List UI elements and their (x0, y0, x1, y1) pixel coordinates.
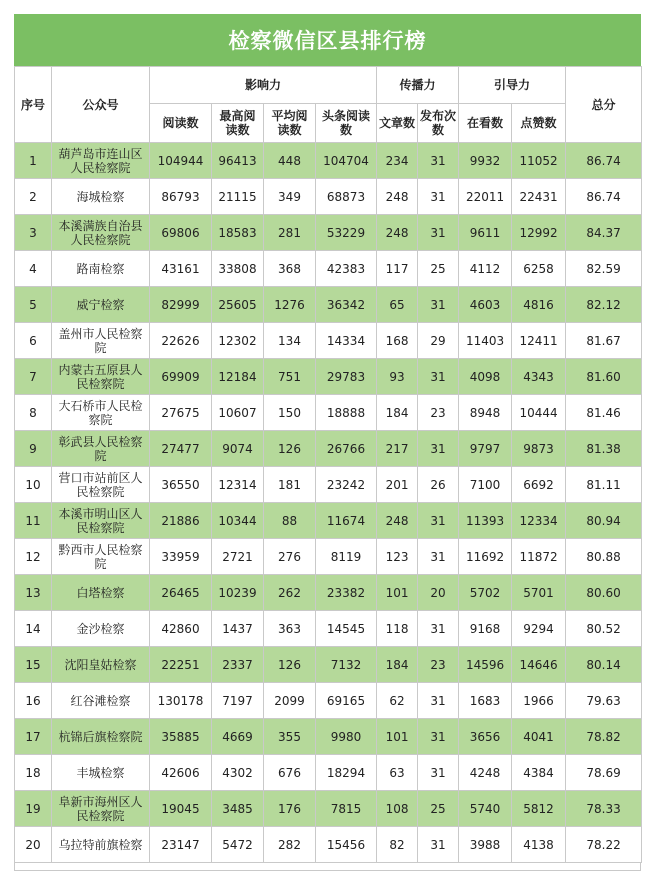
header-publishes: 发布次数 (418, 104, 459, 143)
header-likes: 点赞数 (512, 104, 566, 143)
cell-account-name: 路南检察 (52, 251, 150, 287)
table-row (15, 575, 642, 611)
cell-max-reads: 5472 (212, 827, 264, 863)
cell-viewing: 5702 (459, 575, 512, 611)
cell-headline-reads: 23382 (316, 575, 377, 611)
cell-publishes: 26 (418, 467, 459, 503)
cell-reads: 27675 (150, 395, 212, 431)
table-row (15, 683, 642, 719)
table-row (15, 359, 642, 395)
cell-likes: 12411 (512, 323, 566, 359)
cell-max-reads: 2337 (212, 647, 264, 683)
cell-max-reads: 2721 (212, 539, 264, 575)
cell-total-score: 78.33 (566, 791, 642, 827)
cell-headline-reads: 7132 (316, 647, 377, 683)
cell-avg-reads: 751 (264, 359, 316, 395)
cell-likes: 4816 (512, 287, 566, 323)
cell-viewing: 4603 (459, 287, 512, 323)
cell-likes: 6692 (512, 467, 566, 503)
cell-viewing: 5740 (459, 791, 512, 827)
cell-total-score: 82.12 (566, 287, 642, 323)
cell-viewing: 4098 (459, 359, 512, 395)
cell-account-name: 白塔检察 (52, 575, 150, 611)
cell-articles: 217 (377, 431, 418, 467)
cell-reads: 21886 (150, 503, 212, 539)
cell-account-name: 本溪满族自治县人民检察院 (52, 215, 150, 251)
cell-avg-reads: 355 (264, 719, 316, 755)
cell-avg-reads: 150 (264, 395, 316, 431)
table-row (15, 323, 642, 359)
cell-rank: 14 (15, 611, 52, 647)
cell-total-score: 80.94 (566, 503, 642, 539)
cell-max-reads: 10344 (212, 503, 264, 539)
cell-viewing: 9797 (459, 431, 512, 467)
cell-viewing: 22011 (459, 179, 512, 215)
cell-headline-reads: 69165 (316, 683, 377, 719)
cell-rank: 1 (15, 143, 52, 179)
table-row (15, 287, 642, 323)
cell-total-score: 79.63 (566, 683, 642, 719)
cell-total-score: 81.67 (566, 323, 642, 359)
cell-headline-reads: 104704 (316, 143, 377, 179)
table-row (15, 215, 642, 251)
cell-headline-reads: 18888 (316, 395, 377, 431)
cell-total-score: 81.46 (566, 395, 642, 431)
cell-articles: 65 (377, 287, 418, 323)
cell-rank: 5 (15, 287, 52, 323)
cell-headline-reads: 26766 (316, 431, 377, 467)
cell-rank: 4 (15, 251, 52, 287)
cell-account-name: 威宁检察 (52, 287, 150, 323)
cell-articles: 234 (377, 143, 418, 179)
cell-articles: 118 (377, 611, 418, 647)
cell-max-reads: 25605 (212, 287, 264, 323)
cell-avg-reads: 262 (264, 575, 316, 611)
cell-rank: 11 (15, 503, 52, 539)
cell-headline-reads: 23242 (316, 467, 377, 503)
header-viewing: 在看数 (459, 104, 512, 143)
cell-viewing: 9168 (459, 611, 512, 647)
cell-headline-reads: 15456 (316, 827, 377, 863)
cell-account-name: 沈阳皇姑检察 (52, 647, 150, 683)
cell-rank: 2 (15, 179, 52, 215)
cell-rank: 16 (15, 683, 52, 719)
cell-publishes: 31 (418, 215, 459, 251)
cell-max-reads: 12314 (212, 467, 264, 503)
cell-max-reads: 96413 (212, 143, 264, 179)
cell-total-score: 84.37 (566, 215, 642, 251)
cell-reads: 42606 (150, 755, 212, 791)
ranking-body (15, 143, 642, 863)
cell-total-score: 78.82 (566, 719, 642, 755)
cell-publishes: 25 (418, 251, 459, 287)
cell-total-score: 80.88 (566, 539, 642, 575)
cell-articles: 101 (377, 575, 418, 611)
cell-headline-reads: 42383 (316, 251, 377, 287)
cell-publishes: 31 (418, 143, 459, 179)
cell-articles: 117 (377, 251, 418, 287)
header-row-group (15, 67, 642, 104)
header-guide: 引导力 (459, 67, 566, 104)
cell-max-reads: 1437 (212, 611, 264, 647)
cell-publishes: 23 (418, 647, 459, 683)
cell-headline-reads: 29783 (316, 359, 377, 395)
cell-reads: 26465 (150, 575, 212, 611)
cell-rank: 19 (15, 791, 52, 827)
cell-rank: 18 (15, 755, 52, 791)
header-headline-reads: 头条阅读数 (316, 104, 377, 143)
table-row (15, 143, 642, 179)
cell-account-name: 丰城检察 (52, 755, 150, 791)
table-row (15, 251, 642, 287)
cell-max-reads: 10239 (212, 575, 264, 611)
cell-publishes: 20 (418, 575, 459, 611)
cell-reads: 69909 (150, 359, 212, 395)
cell-avg-reads: 88 (264, 503, 316, 539)
cell-likes: 11052 (512, 143, 566, 179)
table-row (15, 503, 642, 539)
header-influence: 影响力 (150, 67, 377, 104)
cell-avg-reads: 363 (264, 611, 316, 647)
cell-viewing: 3656 (459, 719, 512, 755)
cell-likes: 4343 (512, 359, 566, 395)
cell-total-score: 80.52 (566, 611, 642, 647)
table-row (15, 827, 642, 863)
cell-rank: 20 (15, 827, 52, 863)
cell-likes: 11872 (512, 539, 566, 575)
cell-max-reads: 4302 (212, 755, 264, 791)
cell-articles: 248 (377, 215, 418, 251)
cell-publishes: 31 (418, 359, 459, 395)
cell-account-name: 杭锦后旗检察院 (52, 719, 150, 755)
cell-articles: 168 (377, 323, 418, 359)
cell-reads: 82999 (150, 287, 212, 323)
cell-avg-reads: 126 (264, 431, 316, 467)
cell-likes: 5812 (512, 791, 566, 827)
cell-account-name: 本溪市明山区人民检察院 (52, 503, 150, 539)
cell-likes: 22431 (512, 179, 566, 215)
cell-total-score: 81.11 (566, 467, 642, 503)
cell-articles: 101 (377, 719, 418, 755)
cell-avg-reads: 368 (264, 251, 316, 287)
ranking-table (14, 66, 642, 863)
cell-viewing: 11393 (459, 503, 512, 539)
cell-headline-reads: 8119 (316, 539, 377, 575)
table-row (15, 611, 642, 647)
cell-total-score: 86.74 (566, 179, 642, 215)
cell-headline-reads: 36342 (316, 287, 377, 323)
header-max-reads: 最高阅读数 (212, 104, 264, 143)
cell-account-name: 盖州市人民检察院 (52, 323, 150, 359)
cell-articles: 248 (377, 179, 418, 215)
cell-total-score: 80.14 (566, 647, 642, 683)
table-row (15, 467, 642, 503)
cell-publishes: 31 (418, 539, 459, 575)
cell-likes: 12992 (512, 215, 566, 251)
page-title: 检察微信区县排行榜 (14, 14, 641, 66)
cell-headline-reads: 7815 (316, 791, 377, 827)
cell-avg-reads: 349 (264, 179, 316, 215)
cell-account-name: 乌拉特前旗检察 (52, 827, 150, 863)
cell-articles: 248 (377, 503, 418, 539)
cell-publishes: 31 (418, 719, 459, 755)
table-row (15, 755, 642, 791)
cell-viewing: 7100 (459, 467, 512, 503)
cell-account-name: 金沙检察 (52, 611, 150, 647)
cell-headline-reads: 14334 (316, 323, 377, 359)
cell-reads: 19045 (150, 791, 212, 827)
cell-likes: 14646 (512, 647, 566, 683)
cell-rank: 6 (15, 323, 52, 359)
cell-reads: 86793 (150, 179, 212, 215)
cell-reads: 104944 (150, 143, 212, 179)
cell-headline-reads: 18294 (316, 755, 377, 791)
cell-likes: 10444 (512, 395, 566, 431)
cell-likes: 5701 (512, 575, 566, 611)
cell-max-reads: 4669 (212, 719, 264, 755)
cell-reads: 36550 (150, 467, 212, 503)
cell-account-name: 黔西市人民检察院 (52, 539, 150, 575)
cell-headline-reads: 9980 (316, 719, 377, 755)
cell-publishes: 31 (418, 431, 459, 467)
cell-total-score: 78.69 (566, 755, 642, 791)
cell-viewing: 8948 (459, 395, 512, 431)
cell-avg-reads: 448 (264, 143, 316, 179)
cell-max-reads: 12184 (212, 359, 264, 395)
cell-viewing: 9932 (459, 143, 512, 179)
cell-max-reads: 12302 (212, 323, 264, 359)
cell-headline-reads: 68873 (316, 179, 377, 215)
cell-publishes: 25 (418, 791, 459, 827)
cell-avg-reads: 676 (264, 755, 316, 791)
cell-avg-reads: 2099 (264, 683, 316, 719)
cell-publishes: 31 (418, 179, 459, 215)
cell-reads: 22626 (150, 323, 212, 359)
cell-likes: 4041 (512, 719, 566, 755)
cell-max-reads: 3485 (212, 791, 264, 827)
table-row (15, 719, 642, 755)
cell-avg-reads: 126 (264, 647, 316, 683)
cell-articles: 184 (377, 395, 418, 431)
cell-account-name: 葫芦岛市连山区人民检察院 (52, 143, 150, 179)
header-account: 公众号 (52, 67, 150, 143)
cell-max-reads: 21115 (212, 179, 264, 215)
cell-publishes: 31 (418, 287, 459, 323)
cell-avg-reads: 282 (264, 827, 316, 863)
cell-likes: 4138 (512, 827, 566, 863)
cell-avg-reads: 276 (264, 539, 316, 575)
cell-viewing: 11403 (459, 323, 512, 359)
cell-reads: 23147 (150, 827, 212, 863)
cell-account-name: 彰武县人民检察院 (52, 431, 150, 467)
cell-reads: 42860 (150, 611, 212, 647)
cell-total-score: 81.60 (566, 359, 642, 395)
header-articles: 文章数 (377, 104, 418, 143)
cell-reads: 130178 (150, 683, 212, 719)
cell-publishes: 23 (418, 395, 459, 431)
cell-account-name: 大石桥市人民检察院 (52, 395, 150, 431)
cell-max-reads: 9074 (212, 431, 264, 467)
cell-likes: 1966 (512, 683, 566, 719)
cell-rank: 10 (15, 467, 52, 503)
cell-likes: 4384 (512, 755, 566, 791)
cell-viewing: 9611 (459, 215, 512, 251)
cell-rank: 12 (15, 539, 52, 575)
cell-articles: 82 (377, 827, 418, 863)
cell-publishes: 31 (418, 755, 459, 791)
cell-reads: 35885 (150, 719, 212, 755)
cell-reads: 27477 (150, 431, 212, 467)
cell-reads: 22251 (150, 647, 212, 683)
cell-articles: 62 (377, 683, 418, 719)
cell-publishes: 31 (418, 683, 459, 719)
cell-headline-reads: 14545 (316, 611, 377, 647)
header-spread: 传播力 (377, 67, 459, 104)
cell-total-score: 78.22 (566, 827, 642, 863)
cell-avg-reads: 181 (264, 467, 316, 503)
cell-max-reads: 7197 (212, 683, 264, 719)
table-row (15, 179, 642, 215)
cell-rank: 15 (15, 647, 52, 683)
cell-rank: 3 (15, 215, 52, 251)
cell-total-score: 86.74 (566, 143, 642, 179)
cell-avg-reads: 1276 (264, 287, 316, 323)
table-row (15, 647, 642, 683)
cell-articles: 93 (377, 359, 418, 395)
cell-rank: 13 (15, 575, 52, 611)
cell-viewing: 1683 (459, 683, 512, 719)
cell-rank: 9 (15, 431, 52, 467)
cell-max-reads: 33808 (212, 251, 264, 287)
cell-publishes: 29 (418, 323, 459, 359)
cell-max-reads: 18583 (212, 215, 264, 251)
cell-viewing: 4112 (459, 251, 512, 287)
table-row (15, 431, 642, 467)
cell-likes: 12334 (512, 503, 566, 539)
table-row (15, 791, 642, 827)
cell-rank: 7 (15, 359, 52, 395)
header-total: 总分 (566, 67, 642, 143)
cell-total-score: 81.38 (566, 431, 642, 467)
cell-total-score: 80.60 (566, 575, 642, 611)
header-avg-reads: 平均阅读数 (264, 104, 316, 143)
cell-articles: 201 (377, 467, 418, 503)
cell-account-name: 海城检察 (52, 179, 150, 215)
cell-articles: 108 (377, 791, 418, 827)
cell-likes: 6258 (512, 251, 566, 287)
cell-rank: 17 (15, 719, 52, 755)
cell-max-reads: 10607 (212, 395, 264, 431)
cell-publishes: 31 (418, 827, 459, 863)
cell-likes: 9294 (512, 611, 566, 647)
cell-likes: 9873 (512, 431, 566, 467)
table-row (15, 395, 642, 431)
cell-reads: 33959 (150, 539, 212, 575)
table-row (15, 539, 642, 575)
cell-avg-reads: 176 (264, 791, 316, 827)
cell-viewing: 3988 (459, 827, 512, 863)
cell-publishes: 31 (418, 611, 459, 647)
cell-reads: 69806 (150, 215, 212, 251)
cell-account-name: 阜新市海州区人民检察院 (52, 791, 150, 827)
cell-articles: 63 (377, 755, 418, 791)
cell-articles: 123 (377, 539, 418, 575)
header-reads: 阅读数 (150, 104, 212, 143)
cell-viewing: 14596 (459, 647, 512, 683)
cell-rank: 8 (15, 395, 52, 431)
cell-viewing: 11692 (459, 539, 512, 575)
cell-reads: 43161 (150, 251, 212, 287)
cell-publishes: 31 (418, 503, 459, 539)
cell-articles: 184 (377, 647, 418, 683)
header-rank: 序号 (15, 67, 52, 143)
cell-account-name: 内蒙古五原县人民检察院 (52, 359, 150, 395)
cell-avg-reads: 281 (264, 215, 316, 251)
cell-account-name: 红谷滩检察 (52, 683, 150, 719)
cell-headline-reads: 53229 (316, 215, 377, 251)
cell-account-name: 营口市站前区人民检察院 (52, 467, 150, 503)
cell-headline-reads: 11674 (316, 503, 377, 539)
cell-viewing: 4248 (459, 755, 512, 791)
cell-avg-reads: 134 (264, 323, 316, 359)
cell-total-score: 82.59 (566, 251, 642, 287)
